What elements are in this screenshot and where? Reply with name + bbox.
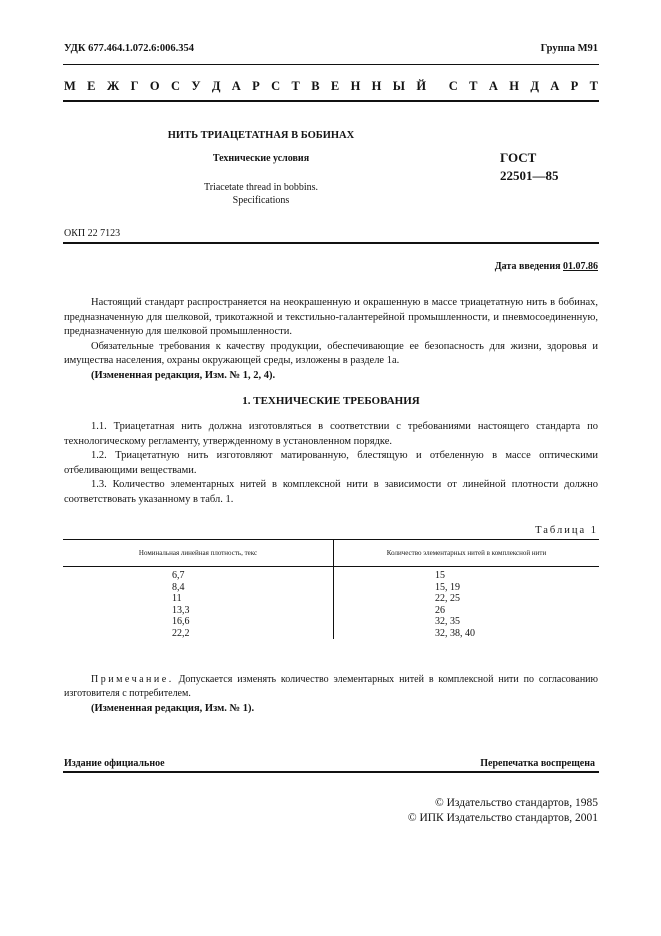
note-label: Примечание. [91, 674, 174, 685]
introduction-text [64, 296, 598, 383]
gost-number: 22501—85 [500, 168, 559, 183]
heading-rule [63, 100, 599, 102]
gost-designation [500, 149, 559, 185]
amendment-note: (Измененная редакция, Изм. № 1, 2, 4). [91, 369, 276, 381]
copyright: © Издательство стандартов, 1985 © ИПК Издательство стандартов, 2001 [407, 797, 598, 824]
introduction-date-value: 01.07.86 [563, 261, 598, 272]
note-amendment: (Измененная редакция, Изм. № 1). [91, 703, 255, 714]
official-edition: Издание официальное [64, 758, 165, 769]
note-text: Допускается изменять количество элементарных нитей в комплексной нити по согласованию изготовителя с потребителем. [64, 674, 598, 699]
footer-rule [63, 771, 599, 773]
table-row: 8,4 15, 19 [63, 582, 599, 594]
table-row: 6,7 15 [63, 567, 599, 582]
interstate-standard-heading: М Е Ж Г О С У Д А Р С Т В Е Н Н Ы Й С Т А Н Д А Р Т [64, 79, 598, 93]
column-header-density: Номинальная линейная плотность, текс [63, 540, 334, 567]
filament-table [63, 539, 599, 639]
section-text [64, 420, 598, 507]
column-header-filaments: Количество элементарных нитей в комплексной нити [334, 540, 600, 567]
table-row: 16,6 32, 35 [63, 616, 599, 628]
table-row: 22,2 32, 38, 40 [63, 628, 599, 640]
introduction-date: Дата введения 01.07.86 [494, 261, 598, 272]
okp-code: ОКП 22 7123 [64, 228, 121, 239]
group-code: Группа М91 [540, 43, 598, 54]
okp-rule [63, 242, 599, 244]
scope-paragraph: Настоящий стандарт распространяется на неокрашенную и окрашенную в массе триацетатную нить в бобинах, предназначенную для шелковой, трикотажной и текстильно-галантерейной промышленности, и пневмосоединенную, предназначенную для шелковой промышленности. [64, 297, 598, 337]
table-row: 11 22, 25 [63, 593, 599, 605]
table-caption: Таблица 1 [535, 525, 598, 536]
gost-label: ГОСТ [500, 150, 537, 165]
clause-1-2: 1.2. Триацетатную нить изготовляют матированную, блестящую и отбеленную в массе оптическими отбеливающими веществами. [64, 450, 598, 476]
clause-1-3: 1.3. Количество элементарных нитей в комплексной нити в зависимости от линейной плотности должно соответствовать указанному в табл. 1. [64, 479, 598, 505]
english-title: Triacetate thread in bobbins. Specifications [203, 182, 319, 206]
document-title: НИТЬ ТРИАЦЕТАТНАЯ В БОБИНАХ [167, 130, 355, 141]
document-subtitle: Технические условия [212, 153, 310, 164]
clause-1-1: 1.1. Триацетатная нить должна изготовляться в соответствии с требованиями настоящего стандарта по технологическому регламенту, утвержденному в установленном порядке. [64, 421, 598, 447]
section-title: 1. ТЕХНИЧЕСКИЕ ТРЕБОВАНИЯ [242, 395, 420, 407]
table-note [64, 673, 598, 701]
top-rule [63, 64, 599, 65]
safety-paragraph: Обязательные требования к качеству продукции, обеспечивающие ее безопасность для жизни, здоровья и имущества населения, охраны окружающей среды, изложены в разделе 1а. [64, 340, 598, 366]
udc-code: УДК 677.464.1.072.6:006.354 [64, 43, 194, 54]
reprint-prohibited: Перепечатка воспрещена [480, 758, 595, 769]
table-row: 13,3 26 [63, 605, 599, 617]
